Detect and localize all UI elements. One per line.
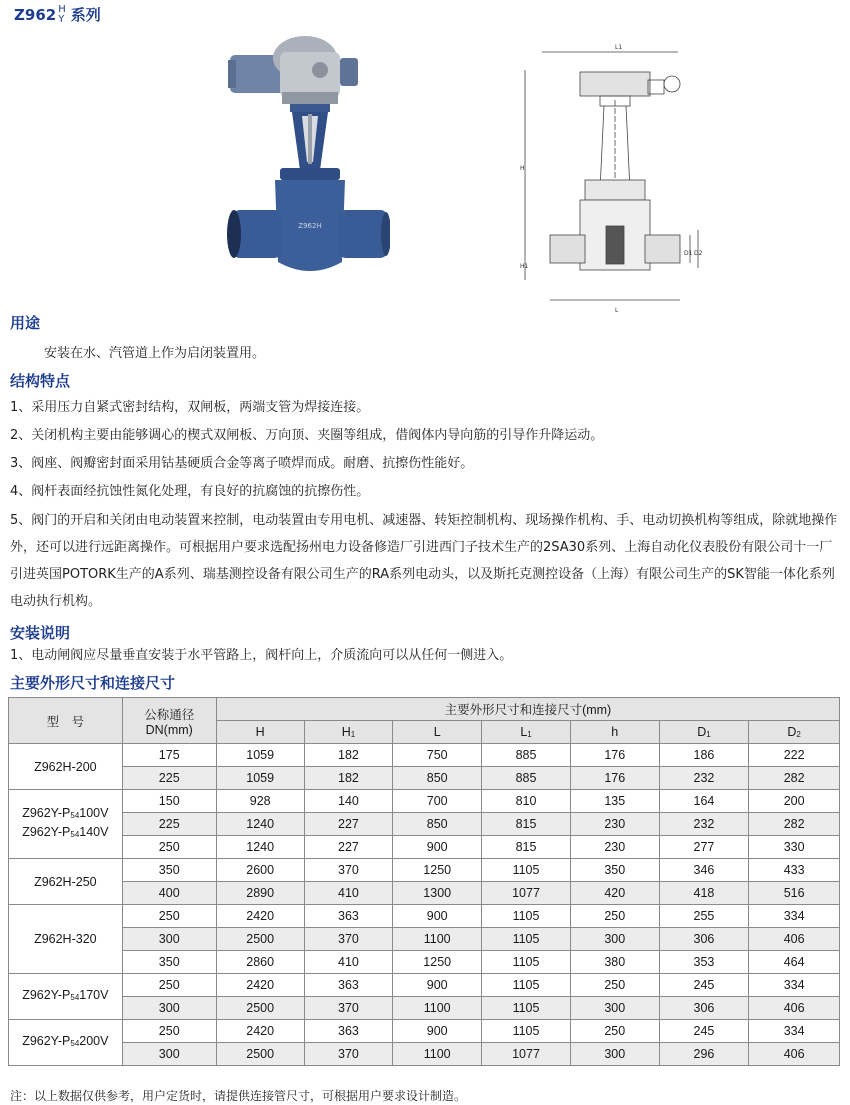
- dimension-cell: 2890: [216, 882, 304, 905]
- dimension-cell: 900: [393, 905, 482, 928]
- dimensions-table: [8, 697, 840, 1066]
- features-heading: 结构特点: [10, 372, 71, 390]
- dimension-cell: 334: [749, 905, 840, 928]
- dimension-cell: 230: [570, 836, 659, 859]
- header-dimension-group: 主要外形尺寸和连接尺寸(mm): [216, 698, 839, 721]
- dimension-cell: 222: [749, 744, 840, 767]
- model-cell: [9, 790, 123, 859]
- feature-item-4: 4、阀杆表面经抗蚀性氮化处理，有良好的抗腐蚀的抗擦伤性。: [10, 484, 370, 499]
- dimension-cell: 300: [570, 928, 659, 951]
- model-name: Z962H-250: [34, 874, 97, 889]
- dimension-cell: 300: [570, 997, 659, 1020]
- header-col-h-small: h: [570, 721, 659, 744]
- dimension-cell: 1300: [393, 882, 482, 905]
- dn-cell: 175: [122, 744, 216, 767]
- dimension-cell: 334: [749, 974, 840, 997]
- dimension-cell: 380: [570, 951, 659, 974]
- dimension-cell: 300: [570, 1043, 659, 1066]
- dimension-cell: 900: [393, 974, 482, 997]
- dn-cell: 300: [122, 997, 216, 1020]
- dimension-cell: 186: [659, 744, 749, 767]
- usage-heading: 用途: [10, 314, 41, 332]
- model-name: $Z962Y-P_{54}100V$: [22, 806, 109, 820]
- title-suffix: 系列: [70, 6, 101, 24]
- dimension-cell: 232: [659, 813, 749, 836]
- dimension-cell: 334: [749, 1020, 840, 1043]
- dimension-cell: 2500: [216, 928, 304, 951]
- dimension-cell: 363: [304, 1020, 393, 1043]
- table-row: [9, 997, 840, 1020]
- dimension-cell: 1250: [393, 951, 482, 974]
- dimension-cell: 1105: [482, 1020, 571, 1043]
- dimension-cell: 135: [570, 790, 659, 813]
- dimension-cell: 433: [749, 859, 840, 882]
- dimension-cell: 182: [304, 744, 393, 767]
- dimension-cell: 227: [304, 813, 393, 836]
- dimension-cell: 370: [304, 997, 393, 1020]
- dimension-cell: 885: [482, 744, 571, 767]
- table-row: [9, 790, 840, 813]
- install-heading: 安装说明: [10, 624, 71, 642]
- table-row: [9, 744, 840, 767]
- table-row: [9, 859, 840, 882]
- dn-cell: 150: [122, 790, 216, 813]
- dimension-cell: 750: [393, 744, 482, 767]
- dimension-cell: 1100: [393, 928, 482, 951]
- dn-cell: 350: [122, 951, 216, 974]
- dimension-cell: 420: [570, 882, 659, 905]
- install-text: 1、电动闸阀应尽量垂直安装于水平管路上，阀杆向上，介质流向可以从任何一侧进入。: [10, 648, 513, 663]
- table-row: [9, 951, 840, 974]
- dimension-cell: 1105: [482, 951, 571, 974]
- table-row: [9, 813, 840, 836]
- dn-cell: 250: [122, 974, 216, 997]
- dimension-cell: 850: [393, 813, 482, 836]
- title-prefix: Z962: [14, 5, 57, 24]
- dimension-cell: 1105: [482, 974, 571, 997]
- model-name: $Z962Y-P_{54}170V$: [22, 988, 109, 1002]
- dimension-cell: 250: [570, 974, 659, 997]
- dimension-cell: 815: [482, 813, 571, 836]
- dimension-cell: 2860: [216, 951, 304, 974]
- title-stack-bottom: Y: [58, 13, 65, 25]
- dimension-cell: 250: [570, 905, 659, 928]
- dimension-cell: 410: [304, 951, 393, 974]
- dimension-cell: 176: [570, 744, 659, 767]
- dimension-cell: 1105: [482, 997, 571, 1020]
- header-dn: [122, 698, 216, 744]
- dim-label-h: H: [520, 165, 525, 172]
- dimension-cell: 282: [749, 767, 840, 790]
- dimension-cell: 353: [659, 951, 749, 974]
- valve-photo: [220, 30, 390, 295]
- dimension-cell: 277: [659, 836, 749, 859]
- model-cell: [9, 974, 123, 1020]
- valve-marking: Z962H: [298, 222, 322, 230]
- feature-item-2: 2、关闭机构主要由能够调心的楔式双闸板、万向顶、夹圈等组成，借阀体内导向筋的引导作升降运动。: [10, 428, 604, 443]
- table-row: [9, 905, 840, 928]
- model-cell: [9, 744, 123, 790]
- title-hy-stack: [58, 5, 66, 25]
- dimension-cell: 406: [749, 1043, 840, 1066]
- feature-item-1: 1、采用压力自紧式密封结构，双闸板，两端支管为焊接连接。: [10, 400, 370, 415]
- dimension-cell: 1059: [216, 767, 304, 790]
- page-title: [14, 4, 101, 25]
- dimension-cell: 406: [749, 997, 840, 1020]
- dn-cell: 250: [122, 905, 216, 928]
- dn-cell: 225: [122, 767, 216, 790]
- dimension-cell: 885: [482, 767, 571, 790]
- dim-label-l: L: [615, 307, 619, 314]
- dimension-cell: 140: [304, 790, 393, 813]
- dimension-cell: 2500: [216, 997, 304, 1020]
- dimension-cell: 232: [659, 767, 749, 790]
- dimension-cell: 900: [393, 1020, 482, 1043]
- dimension-cell: 850: [393, 767, 482, 790]
- feature-item-5: 5、阀门的开启和关闭由电动装置来控制，电动装置由专用电机、减速器、转矩控制机构、现场操作机构、手、电动切换机构等组成，除就地操作外，还可以进行远距离操作。可根据用户要求选配扬州电力设备修造厂引进西门子技术生产的2SA30系列、上海自动化仪表股份有限公司十一厂引进英国POTORK生产的A系列、瑞基测控设备有限公司生产的RA系列电动头，以及斯托克测控设备（上海）有限公司生产的SK智能一体化系列电动执行机构。: [10, 513, 838, 609]
- header-dn-line2: DN(mm): [145, 722, 193, 737]
- dimension-cell: 1240: [216, 813, 304, 836]
- dimension-cell: 306: [659, 997, 749, 1020]
- dn-cell: 225: [122, 813, 216, 836]
- dim-label-h1: H1: [520, 263, 529, 270]
- dimension-cell: 200: [749, 790, 840, 813]
- header-col-l: L: [393, 721, 482, 744]
- dn-cell: 300: [122, 928, 216, 951]
- dimension-cell: 370: [304, 859, 393, 882]
- dim-label-l1-top: L1: [615, 44, 623, 51]
- dimension-cell: 306: [659, 928, 749, 951]
- dimension-cell: 1250: [393, 859, 482, 882]
- dimension-cell: 1105: [482, 928, 571, 951]
- dimension-cell: 363: [304, 905, 393, 928]
- dimension-cell: 363: [304, 974, 393, 997]
- header-col-d2: $D_2$: [749, 721, 840, 744]
- model-name: $Z962Y-P_{54}200V$: [22, 1034, 109, 1048]
- table-row: [9, 882, 840, 905]
- dimension-cell: 2420: [216, 974, 304, 997]
- dim-label-d1: D1: [684, 250, 693, 257]
- dimension-cell: 464: [749, 951, 840, 974]
- dimensions-heading: 主要外形尺寸和连接尺寸: [10, 674, 176, 692]
- footnote: 注：以上数据仅供参考，用户定货时，请提供连接管尺寸，可根据用户要求设计制造。: [10, 1089, 467, 1103]
- dimension-cell: 227: [304, 836, 393, 859]
- model-cell: [9, 1020, 123, 1066]
- dimension-cell: 928: [216, 790, 304, 813]
- dimension-cell: 2500: [216, 1043, 304, 1066]
- dimension-cell: 700: [393, 790, 482, 813]
- dimension-cell: 410: [304, 882, 393, 905]
- dn-cell: 350: [122, 859, 216, 882]
- dimension-cell: 1077: [482, 882, 571, 905]
- dimension-cell: 1059: [216, 744, 304, 767]
- dimension-cell: 2420: [216, 1020, 304, 1043]
- dn-cell: 400: [122, 882, 216, 905]
- dimension-cell: 346: [659, 859, 749, 882]
- header-col-d1: $D_1$: [659, 721, 749, 744]
- table-row: [9, 974, 840, 997]
- model-name: Z962H-320: [34, 932, 97, 946]
- usage-text: 安装在水、汽管道上作为启闭装置用。: [44, 346, 266, 361]
- dn-cell: 300: [122, 1043, 216, 1066]
- dimension-cell: 370: [304, 1043, 393, 1066]
- header-col-h1: $H_1$: [304, 721, 393, 744]
- dimension-cell: 330: [749, 836, 840, 859]
- dimension-cell: 1105: [482, 859, 571, 882]
- table-row: [9, 1043, 840, 1066]
- dimension-cell: 164: [659, 790, 749, 813]
- dimension-cell: 282: [749, 813, 840, 836]
- table-row: [9, 928, 840, 951]
- dimension-cell: 350: [570, 859, 659, 882]
- dimension-cell: 370: [304, 928, 393, 951]
- dimension-cell: 296: [659, 1043, 749, 1066]
- technical-drawing: [520, 40, 705, 315]
- table-row: [9, 836, 840, 859]
- table-row: [9, 1020, 840, 1043]
- dimension-cell: 1100: [393, 997, 482, 1020]
- dimension-cell: 418: [659, 882, 749, 905]
- model-cell: [9, 859, 123, 905]
- dimension-cell: 1240: [216, 836, 304, 859]
- model-name: Z962H-200: [34, 759, 97, 774]
- dimension-cell: 245: [659, 974, 749, 997]
- dimension-cell: 1077: [482, 1043, 571, 1066]
- feature-item-3: 3、阀座、阀瓣密封面采用钴基硬质合金等离子喷焊而成。耐磨、抗擦伤性能好。: [10, 456, 474, 471]
- model-cell: [9, 905, 123, 974]
- header-dn-line1: 公称通径: [144, 707, 195, 722]
- dimension-cell: 1100: [393, 1043, 482, 1066]
- dn-cell: 250: [122, 1020, 216, 1043]
- header-col-l1: $L_1$: [482, 721, 571, 744]
- model-name: $Z962Y-P_{54}140V$: [22, 825, 109, 839]
- dimension-cell: 406: [749, 928, 840, 951]
- dimension-cell: 1105: [482, 905, 571, 928]
- dimension-cell: 900: [393, 836, 482, 859]
- header-col-h: H: [216, 721, 304, 744]
- dimension-cell: 230: [570, 813, 659, 836]
- dimension-cell: 516: [749, 882, 840, 905]
- dimension-cell: 2600: [216, 859, 304, 882]
- dimension-cell: 815: [482, 836, 571, 859]
- dimension-cell: 245: [659, 1020, 749, 1043]
- dimension-cell: 176: [570, 767, 659, 790]
- header-model: 型 号: [9, 698, 123, 744]
- dimension-cell: 255: [659, 905, 749, 928]
- dim-label-d2: D2: [694, 250, 703, 257]
- dn-cell: 250: [122, 836, 216, 859]
- title-stack-top: H: [58, 3, 66, 15]
- dimension-cell: 810: [482, 790, 571, 813]
- dimension-cell: 182: [304, 767, 393, 790]
- dimension-cell: 250: [570, 1020, 659, 1043]
- table-row: [9, 767, 840, 790]
- dimension-cell: 2420: [216, 905, 304, 928]
